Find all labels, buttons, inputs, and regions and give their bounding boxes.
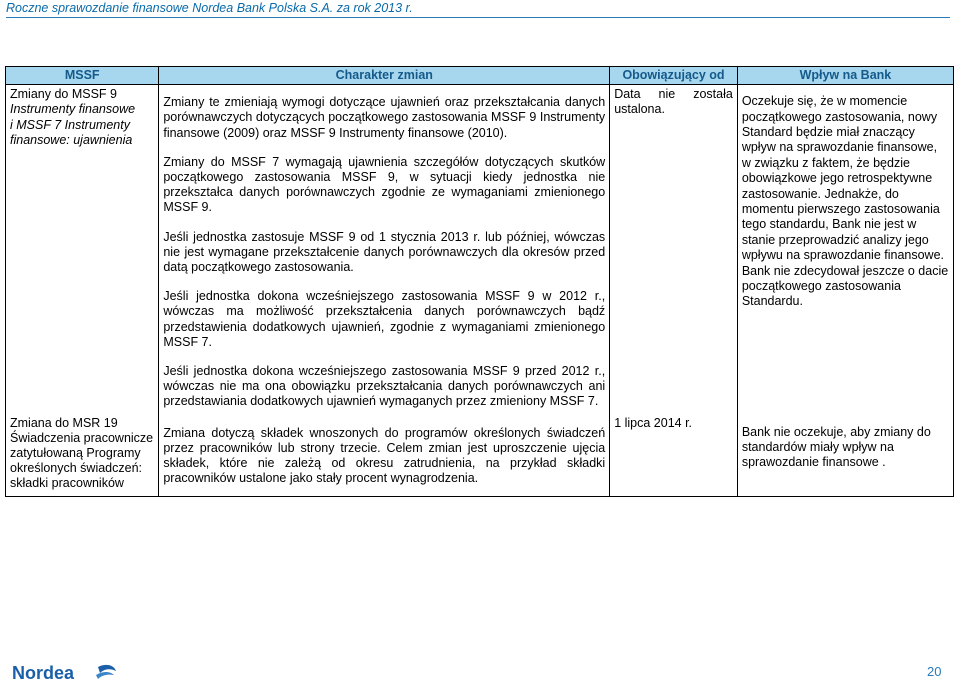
- ifrs-changes-table: [5, 66, 954, 497]
- standard-cell: Zmiana do MSR 19 Świadczenia pracownicze zatytułowaną Programy określonych świadczeń: składki pracowników: [6, 416, 159, 497]
- impact-cell: Bank nie oczekuje, aby zmiany do standardów miały wpływ na sprawozdanie finansowe .: [737, 416, 953, 497]
- standard-name-italic: Instrumenty finansowe: [10, 102, 136, 117]
- standard-name: Zmiany do MSSF 9: [10, 87, 117, 102]
- table-header-row: [6, 67, 954, 85]
- change-paragraph: Zmiana dotyczą składek wnoszonych do programów określonych świadczeń przez pracowników lub strony trzecie. Celem zmian jest uproszczenie ujęcia składek, które nie zależą od okresu zatrudnienia, na przykład składki pracowników ustalone jako stały procent wynagrodzenia.: [163, 425, 606, 486]
- effective-from-cell: Data nie została ustalona.: [610, 85, 738, 416]
- change-paragraph: Zmiany do MSSF 7 wymagają ujawnienia szczegółów dotyczących skutków początkowego zastosowania MSSF 9, w sytuacji kiedy jednostka nie przekształca danych porównawczych zgodnie ze wymaganiami zmienionego MSSF 9.: [163, 154, 606, 215]
- change-paragraph: Zmiany te zmieniają wymogi dotyczące ujawnień oraz przekształcania danych porównawczych dotyczących początkowego zastosowania MSSF 9 Instrumenty finansowe (2009) oraz MSSF 9 Instrumenty finansowe (2010).: [163, 95, 606, 140]
- nordea-logo-mark: [12, 663, 116, 683]
- effective-from-cell: 1 lipca 2014 r.: [610, 416, 738, 497]
- change-paragraph: Jeśli jednostka dokona wcześniejszego zastosowania MSSF 9 przed 2012 r., wówczas nie ma ona obowiązku przekształcania danych porównawczych ani przedstawiania dodatkowych ujawnień wymaganych przez zmieniony MSSF 7.: [163, 364, 606, 409]
- header-nature-of-change: Charakter zmian: [159, 67, 610, 85]
- impact-cell: Oczekuje się, że w momencie początkowego zastosowania, nowy Standard będzie miał znaczący wpływ na sprawozdanie finansowe, w związku z faktem, że będzie obowiązkowe jego retrospektywne zastosowanie. Jednakże, do momentu pierwszego zastosowania tego standardu, Bank nie jest w stanie przeprowadzić analizy jego wpływu na sprawozdanie finansowe. Bank nie zdecydował jeszcze o dacie początkowego zastosowania Standardu.: [737, 85, 953, 416]
- table-row: [6, 416, 954, 497]
- standard-name-italic: i MSSF 7 Instrumenty finansowe: ujawnienia: [10, 117, 133, 147]
- change-description-cell: [159, 85, 610, 416]
- document-header-title: Roczne sprawozdanie finansowe Nordea Bank Polska S.A. za rok 2013 r.: [6, 1, 413, 15]
- standard-cell: [6, 85, 159, 416]
- header-impact-on-bank: Wpływ na Bank: [737, 67, 953, 85]
- ifrs-changes-table-wrapper: [5, 66, 954, 497]
- table-row: [6, 85, 954, 416]
- header-divider: [6, 17, 950, 18]
- nordea-logo: [12, 664, 116, 682]
- change-paragraph: Jeśli jednostka zastosuje MSSF 9 od 1 stycznia 2013 r. lub później, wówczas nie jest wymagane przekształcenie danych porównawczych dla okresów przed datą początkowego zastosowania.: [163, 229, 606, 275]
- header-effective-from: Obowiązujący od: [610, 67, 738, 85]
- page-number: 20: [927, 664, 942, 679]
- change-paragraph: Jeśli jednostka dokona wcześniejszego zastosowania MSSF 9 w 2012 r., wówczas ma możliwość przekształcenia danych porównawczych bądź przedstawienia dodatkowych ujawnień, zgodnie z wymaganiami zmienionego MSSF 7.: [163, 289, 606, 349]
- header-standard: MSSF: [6, 67, 159, 85]
- change-description-cell: [159, 416, 610, 497]
- nordea-logo-text: Nordea: [12, 663, 75, 683]
